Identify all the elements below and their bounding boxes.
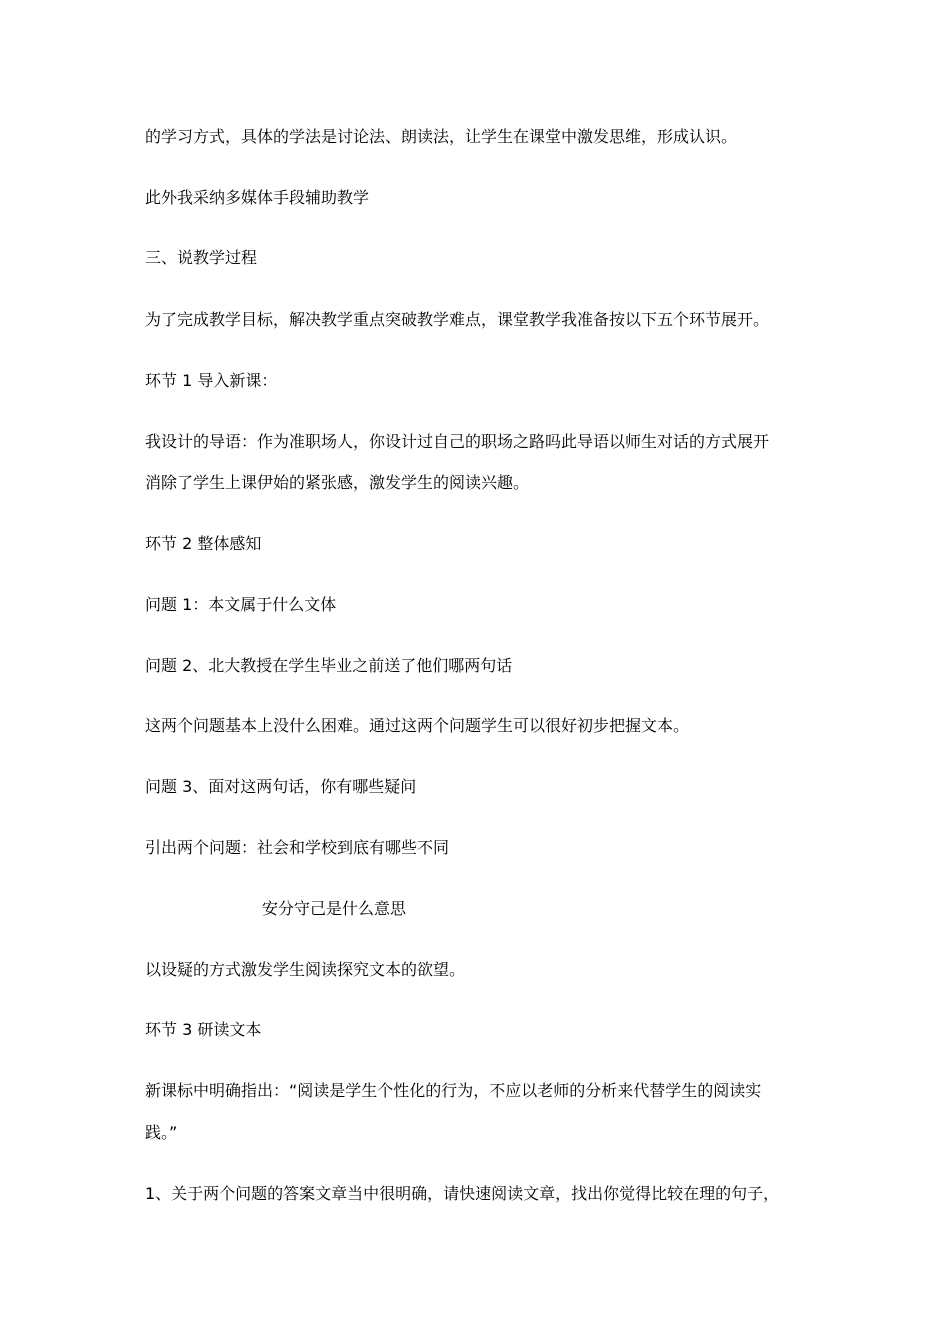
paragraph-curriculum-quote-end: 践。” bbox=[145, 1123, 178, 1142]
paragraph-five-stages: 为了完成教学目标，解决教学重点突破教学难点，课堂教学我准备按以下五个环节展开。 bbox=[145, 310, 770, 329]
stage-1-heading: 环节 1 导入新课： bbox=[145, 371, 278, 390]
paragraph-second-question: 安分守己是什么意思 bbox=[262, 899, 407, 918]
question-3: 问题 3、面对这两句话，你有哪些疑问 bbox=[145, 777, 417, 796]
paragraph-learning-methods: 的学习方式，具体的学法是讨论法、朗读法，让学生在课堂中激发思维，形成认识。 bbox=[145, 127, 738, 146]
question-1: 问题 1：本文属于什么文体 bbox=[145, 595, 337, 614]
paragraph-intro-effect: 消除了学生上课伊始的紧张感，激发学生的阅读兴趣。 bbox=[145, 473, 530, 492]
paragraph-intro-design: 我设计的导语：作为准职场人，你设计过自己的职场之路吗此导语以师生对话的方式展开 bbox=[145, 432, 770, 451]
paragraph-task-1: 1、关于两个问题的答案文章当中很明确，请快速阅读文章，找出你觉得比较在理的句子， bbox=[145, 1184, 780, 1203]
paragraph-questions-comment: 这两个问题基本上没什么困难。通过这两个问题学生可以很好初步把握文本。 bbox=[145, 716, 690, 735]
question-2: 问题 2、北大教授在学生毕业之前送了他们哪两句话 bbox=[145, 656, 513, 675]
stage-2-heading: 环节 2 整体感知 bbox=[145, 534, 262, 553]
stage-3-heading: 环节 3 研读文本 bbox=[145, 1020, 262, 1039]
section-heading-teaching-process: 三、说教学过程 bbox=[145, 248, 258, 267]
paragraph-inquiry-desire: 以设疑的方式激发学生阅读探究文本的欲望。 bbox=[145, 960, 466, 979]
paragraph-two-questions: 引出两个问题：社会和学校到底有哪些不同 bbox=[145, 838, 450, 857]
paragraph-curriculum-quote: 新课标中明确指出：“阅读是学生个性化的行为，不应以老师的分析来代替学生的阅读实 bbox=[145, 1081, 762, 1100]
paragraph-multimedia: 此外我采纳多媒体手段辅助教学 bbox=[145, 188, 370, 207]
